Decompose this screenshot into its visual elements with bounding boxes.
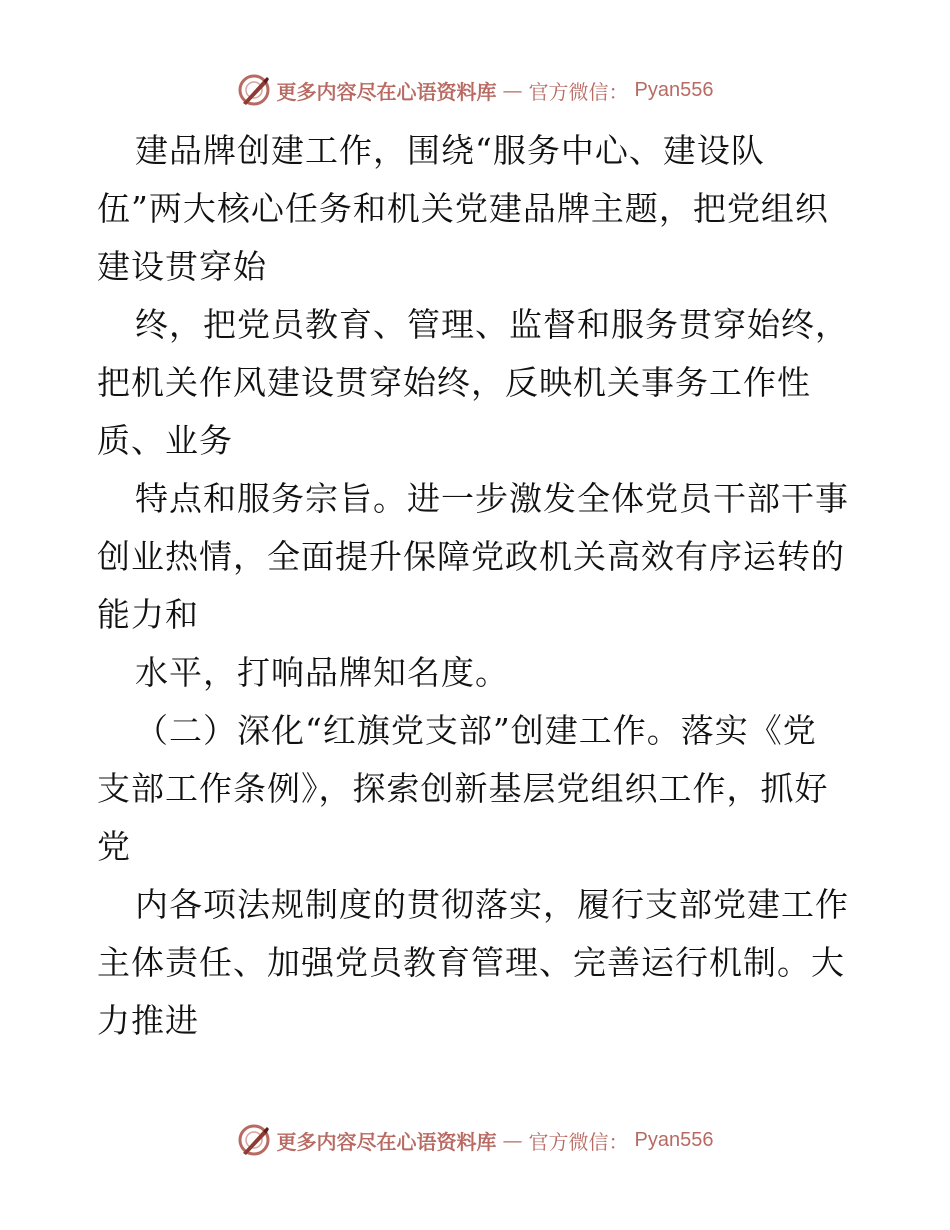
watermark-dash: — xyxy=(502,78,523,102)
body-line: 质、业务 xyxy=(97,421,233,460)
body-line: 党 xyxy=(97,827,131,866)
body-line: 伍”两大核心任务和机关党建品牌主题，把党组织 xyxy=(97,189,829,228)
body-line: 主体责任、加强党员教育管理、完善运行机制。大 xyxy=(97,943,845,982)
footer-watermark xyxy=(0,1120,950,1160)
body-line: 能力和 xyxy=(97,595,199,634)
body-line: （二）深化“红旗党支部”创建工作。落实《党 xyxy=(135,711,817,750)
body-line: 建设贯穿始 xyxy=(97,247,267,286)
body-line: 支部工作条例》，探索创新基层党组织工作，抓好 xyxy=(97,769,829,808)
body-line: 内各项法规制度的贯彻落实，履行支部党建工作 xyxy=(135,885,849,924)
body-line: 特点和服务宗旨。进一步激发全体党员干部干事 xyxy=(135,479,849,518)
body-line: 创业热情，全面提升保障党政机关高效有序运转的 xyxy=(97,537,845,576)
body-line: 终，把党员教育、管理、监督和服务贯穿始终， xyxy=(135,305,849,344)
watermark-site-text: 更多内容尽在心语资料库 xyxy=(276,1129,497,1154)
body-line: 力推进 xyxy=(97,1001,199,1040)
pen-circle-logo-icon xyxy=(237,73,271,107)
body-line: 水平，打响品牌知名度。 xyxy=(135,653,509,692)
watermark-wechat-id: Pyan556 xyxy=(634,78,714,101)
pen-circle-logo-icon xyxy=(237,1123,271,1157)
header-watermark xyxy=(0,70,950,110)
watermark-wechat-id: Pyan556 xyxy=(634,1128,714,1151)
document-body xyxy=(97,122,867,1050)
watermark-dash: — xyxy=(502,1128,523,1152)
watermark-site-text: 更多内容尽在心语资料库 xyxy=(276,79,497,104)
watermark-wechat-label: 官方微信： xyxy=(528,1129,629,1154)
body-line: 建品牌创建工作，围绕“服务中心、建设队 xyxy=(135,131,765,170)
watermark-wechat-label: 官方微信： xyxy=(528,79,629,104)
body-line: 把机关作风建设贯穿始终，反映机关事务工作性 xyxy=(97,363,811,402)
